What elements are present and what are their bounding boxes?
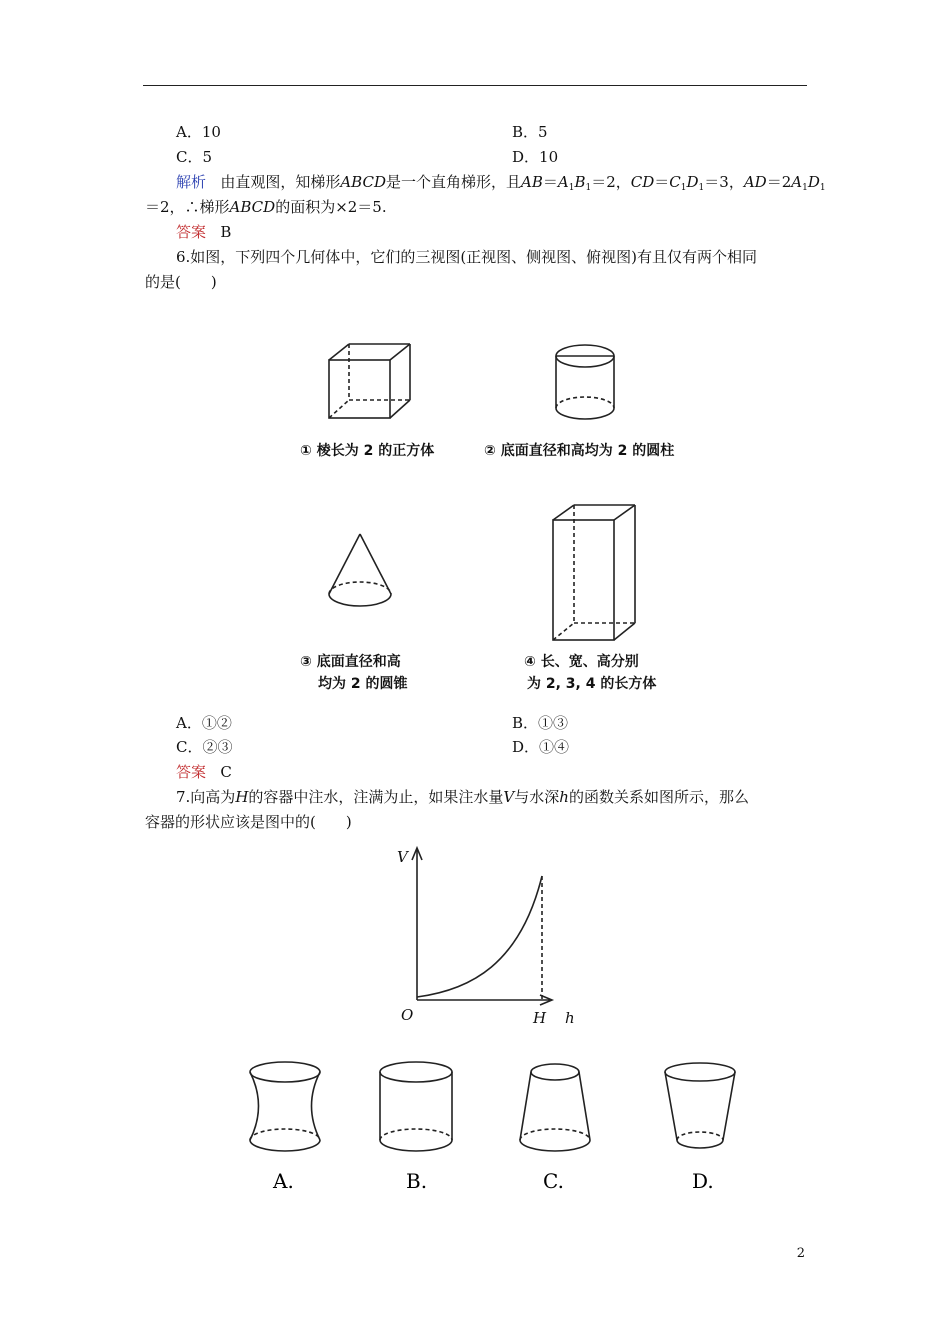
caption-cone-line2: 均为 2 的圆锥: [318, 676, 408, 692]
q6-stem-line2: 的是( ): [145, 273, 217, 291]
q6-answer: 答案 C: [176, 763, 232, 781]
container-label-c: C.: [543, 1169, 564, 1193]
caption-box-line2: 为 2, 3, 4 的长方体: [527, 676, 657, 692]
x-axis-label: h: [565, 1009, 575, 1027]
q6-option-a: A．①②: [176, 714, 232, 732]
caption-box-line1: ④ 长、宽、高分别: [524, 654, 639, 670]
caption-cube: ① 棱长为 2 的正方体: [300, 443, 435, 459]
q5-answer: 答案 B: [176, 223, 232, 241]
q6-option-b: B．①③: [512, 714, 569, 732]
q7-stem-line1: 7.向高为H的容器中注水，注满为止，如果注水量V与水深h的函数关系如图所示，那么: [176, 788, 749, 806]
q5-option-c: C．5: [176, 148, 213, 166]
q6-stem-line1: 6.如图，下列四个几何体中，它们的三视图(正视图、侧视图、俯视图)有且仅有两个相同: [176, 248, 758, 266]
q5-option-b: B．5: [512, 123, 548, 141]
q5-option-d: D．10: [512, 148, 559, 166]
page-number: 2: [796, 1246, 805, 1261]
caption-cylinder: ② 底面直径和高均为 2 的圆柱: [484, 443, 675, 459]
answer-label: 答案: [176, 763, 207, 781]
q5-option-a: A．10: [176, 123, 221, 141]
origin-label: O: [401, 1006, 414, 1024]
container-label-a: A.: [273, 1169, 294, 1193]
y-axis-label: V: [397, 848, 408, 866]
container-label-b: B.: [406, 1169, 428, 1193]
q7-stem-line2: 容器的形状应该是图中的( ): [145, 813, 352, 831]
q5-analysis-line1: 解析 由直观图，知梯形ABCD是一个直角梯形，且$AB=A_1B_1=2$，$CD=C_1D_1=3$，$AD=2A_1D_1$: [176, 173, 826, 193]
q5-analysis-line2: ＝2，∴梯形ABCD的面积为×2＝5.: [145, 198, 387, 216]
analysis-label: 解析: [176, 173, 207, 191]
answer-label: 答案: [176, 223, 207, 241]
q6-option-d: D．①④: [512, 738, 570, 756]
q6-option-c: C．②③: [176, 738, 233, 756]
caption-cone-line1: ③ 底面直径和高: [300, 654, 401, 670]
h-max-label: H: [533, 1009, 547, 1027]
container-label-d: D.: [692, 1169, 714, 1193]
